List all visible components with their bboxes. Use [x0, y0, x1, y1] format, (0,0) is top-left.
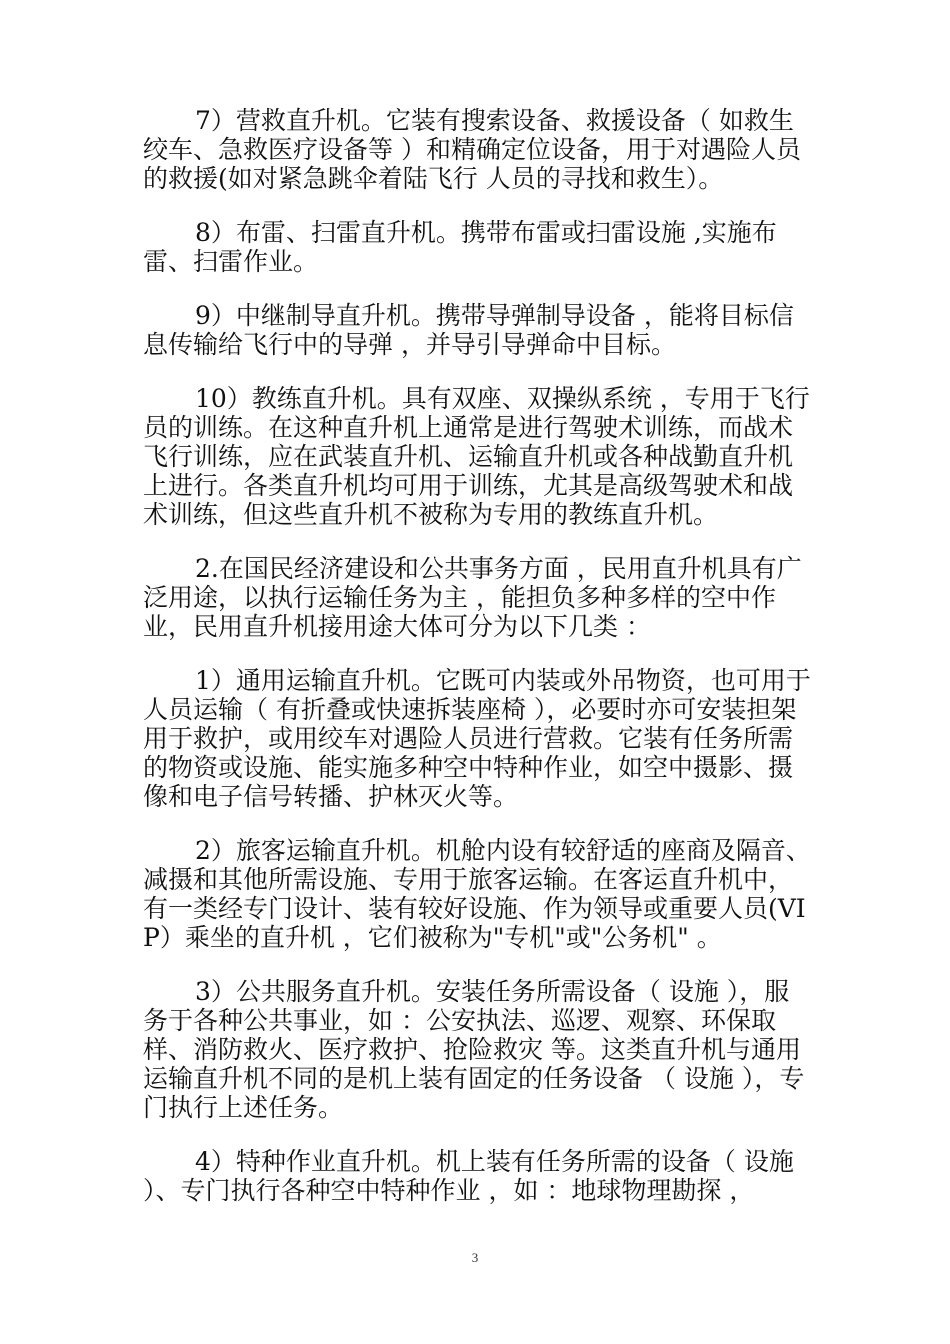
paragraph-civil-uses: 2.在国民经济建设和公共事务方面 ，民用直升机具有广泛用途，以执行运输任务为主 ，能担负多种多样的空中作业，民用直升机接用途大体可分为以下几类 ： [143, 554, 802, 641]
paragraph-utility-transport: 1）通用运输直升机。它既可内装或外吊物资，也可用于人员运输（ 有折叠或快速拆装座椅 ），必要时亦可安装担架用于救护，或用绞车对遇险人员进行营救。它装有任务所需的物资或设施、能实施多种空中特种作业，如空中摄影、摄像和电子信号转播、护林灭火等。 [143, 666, 811, 811]
body-text [143, 106, 813, 1230]
page-number: 3 [471, 1250, 479, 1265]
paragraph-relay-guidance-helicopter: 9）中继制导直升机。携带导弹制导设备 ，能将目标信息传输给飞行中的导弹 ，并导引导弹命中目标。 [143, 301, 794, 359]
paragraph-passenger-transport: 2）旅客运输直升机。机舱内设有较舒适的座商及隔音、减摄和其他所需设施、专用于旅客运输。在客运直升机中，有一类经专门设计、装有较好设施、作为领导或重要人员(VIP）乘坐的直升机 ，它们被称为"专机"或"公务机" 。 [143, 836, 811, 952]
paragraph-minelaying-helicopter: 8）布雷、扫雷直升机。携带布雷或扫雷设施 ,实施布雷、扫雷作业。 [143, 218, 777, 276]
paragraph-training-helicopter: 10）教练直升机。具有双座、双操纵系统 ，专用于飞行员的训练。在这种直升机上通常是进行驾驶术训练，而战术飞行训练，应在武装直升机、运输直升机或各种战勤直升机上进行。各类直升机均可用于训练，尤其是高级驾驶术和战术训练，但这些直升机不被称为专用的教练直升机。 [143, 384, 810, 529]
paragraph-special-operations: 4）特种作业直升机。机上装有任务所需的设备（ 设施 ）、专门执行各种空中特种作业 ，如 ：地球物理勘探 ， [143, 1147, 794, 1205]
paragraph-public-service: 3）公共服务直升机。安装任务所需设备（ 设施 ），服务于各种公共事业，如 ：公安执法、巡逻、观察、环保取样、消防救火、医疗救护、抢险救灾 等。这类直升机与通用运输直升机不同的是机上装有固定的任务设备 （ 设施 ），专门执行上述任务。 [143, 977, 805, 1122]
paragraph-rescue-helicopter: 7）营救直升机。它装有搜索设备、救援设备（ 如救生绞车、急救医疗设备等 ）和精确定位设备，用于对遇险人员的救援(如对紧急跳伞着陆飞行 人员的寻找和救生）。 [143, 106, 801, 193]
